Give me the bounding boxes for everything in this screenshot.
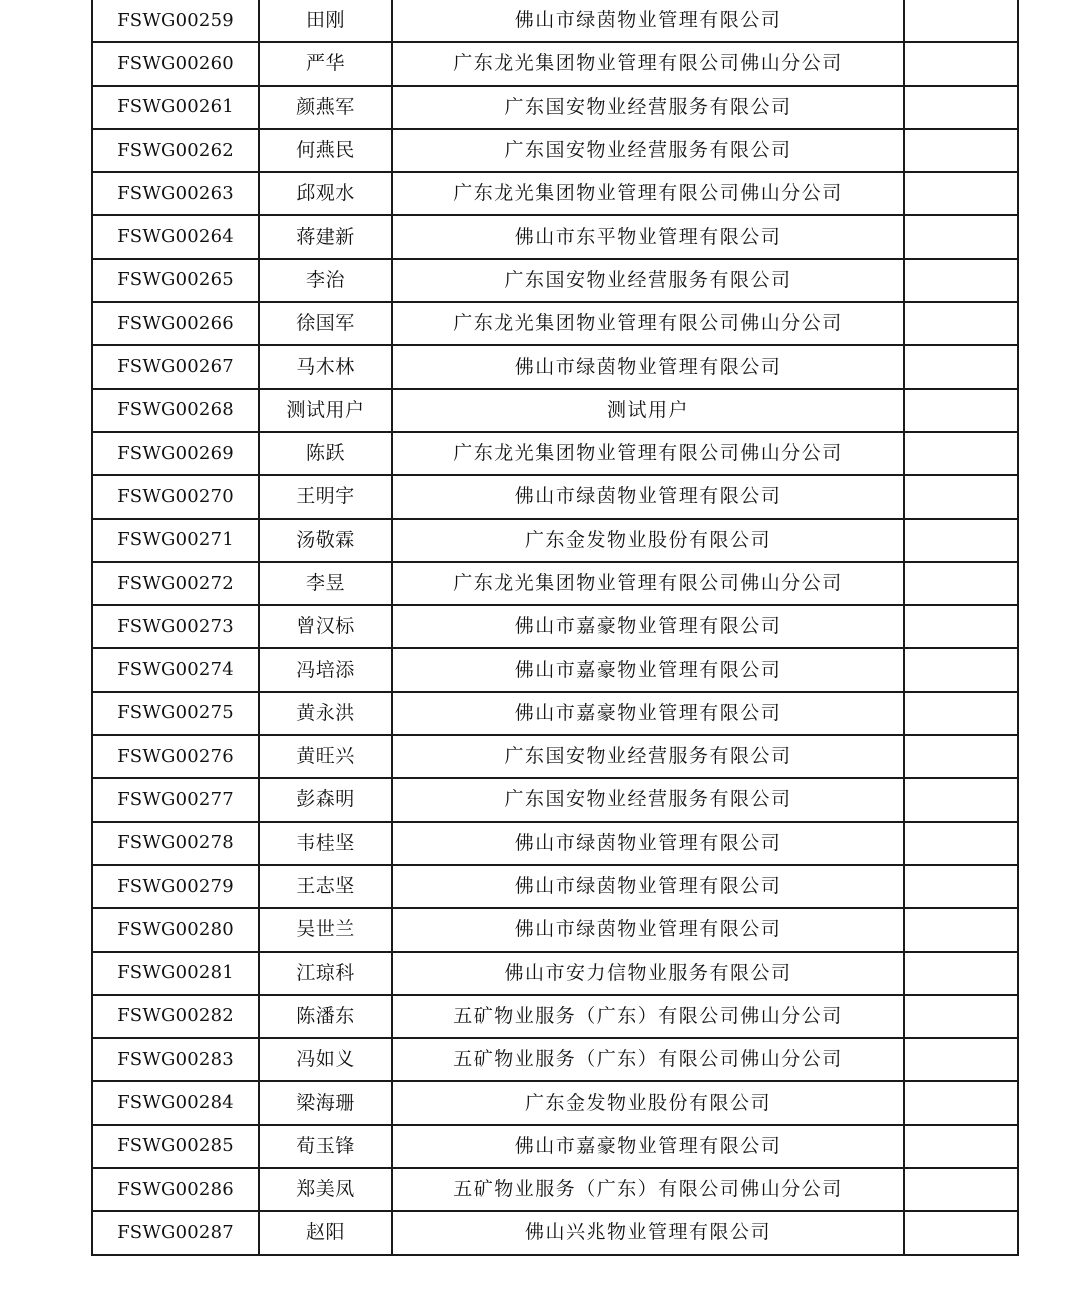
remark-cell [904,908,1018,951]
person-name-cell: 王明宇 [259,475,392,518]
company-name-cell: 佛山市嘉豪物业管理有限公司 [392,1125,904,1168]
person-name-cell: 严华 [259,42,392,85]
person-name-cell: 黄永洪 [259,692,392,735]
remark-cell [904,389,1018,432]
remark-cell [904,1125,1018,1168]
table-row [92,605,1018,648]
person-name-cell: 测试用户 [259,389,392,432]
registration-id-cell: FSWG00268 [92,389,259,432]
company-name-cell: 五矿物业服务（广东）有限公司佛山分公司 [392,1168,904,1211]
registration-id-cell: FSWG00279 [92,865,259,908]
table-row [92,1168,1018,1211]
person-name-cell: 赵阳 [259,1211,392,1254]
table-row [92,519,1018,562]
remark-cell [904,345,1018,388]
table-row [92,1081,1018,1124]
registration-id-cell: FSWG00270 [92,475,259,518]
person-name-cell: 江琼科 [259,952,392,995]
table-row [92,215,1018,258]
company-name-cell: 广东国安物业经营服务有限公司 [392,129,904,172]
registration-id-cell: FSWG00262 [92,129,259,172]
registration-id-cell: FSWG00269 [92,432,259,475]
person-name-cell: 韦桂坚 [259,822,392,865]
company-name-cell: 佛山市安力信物业服务有限公司 [392,952,904,995]
remark-cell [904,1211,1018,1254]
roster-table [91,0,1019,1256]
table-row [92,259,1018,302]
person-name-cell: 郑美凤 [259,1168,392,1211]
person-name-cell: 黄旺兴 [259,735,392,778]
company-name-cell: 佛山市绿茵物业管理有限公司 [392,345,904,388]
registration-id-cell: FSWG00263 [92,172,259,215]
registration-id-cell: FSWG00278 [92,822,259,865]
registration-id-cell: FSWG00274 [92,648,259,691]
registration-id-cell: FSWG00277 [92,778,259,821]
table-row [92,1125,1018,1168]
company-name-cell: 佛山市绿茵物业管理有限公司 [392,865,904,908]
remark-cell [904,519,1018,562]
remark-cell [904,172,1018,215]
remark-cell [904,1081,1018,1124]
table-row [92,389,1018,432]
remark-cell [904,648,1018,691]
remark-cell [904,215,1018,258]
company-name-cell: 广东金发物业股份有限公司 [392,519,904,562]
remark-cell [904,822,1018,865]
person-name-cell: 冯如义 [259,1038,392,1081]
person-name-cell: 李昱 [259,562,392,605]
roster-table-body [92,0,1018,1255]
remark-cell [904,129,1018,172]
person-name-cell: 何燕民 [259,129,392,172]
remark-cell [904,1168,1018,1211]
table-row [92,692,1018,735]
roster-sheet [91,0,1017,1256]
remark-cell [904,475,1018,518]
person-name-cell: 邱观水 [259,172,392,215]
remark-cell [904,995,1018,1038]
registration-id-cell: FSWG00285 [92,1125,259,1168]
registration-id-cell: FSWG00282 [92,995,259,1038]
company-name-cell: 佛山市东平物业管理有限公司 [392,215,904,258]
remark-cell [904,42,1018,85]
table-row [92,42,1018,85]
table-row [92,1211,1018,1254]
company-name-cell: 五矿物业服务（广东）有限公司佛山分公司 [392,1038,904,1081]
table-row [92,172,1018,215]
company-name-cell: 广东龙光集团物业管理有限公司佛山分公司 [392,432,904,475]
registration-id-cell: FSWG00266 [92,302,259,345]
table-row [92,908,1018,951]
registration-id-cell: FSWG00281 [92,952,259,995]
registration-id-cell: FSWG00272 [92,562,259,605]
company-name-cell: 广东龙光集团物业管理有限公司佛山分公司 [392,302,904,345]
table-row [92,995,1018,1038]
company-name-cell: 广东国安物业经营服务有限公司 [392,735,904,778]
company-name-cell: 广东龙光集团物业管理有限公司佛山分公司 [392,172,904,215]
registration-id-cell: FSWG00275 [92,692,259,735]
remark-cell [904,1038,1018,1081]
registration-id-cell: FSWG00271 [92,519,259,562]
company-name-cell: 五矿物业服务（广东）有限公司佛山分公司 [392,995,904,1038]
table-row [92,735,1018,778]
person-name-cell: 田刚 [259,0,392,42]
registration-id-cell: FSWG00283 [92,1038,259,1081]
remark-cell [904,692,1018,735]
person-name-cell: 陈潘东 [259,995,392,1038]
person-name-cell: 冯培添 [259,648,392,691]
table-row [92,86,1018,129]
registration-id-cell: FSWG00264 [92,215,259,258]
person-name-cell: 彭森明 [259,778,392,821]
table-row [92,0,1018,42]
company-name-cell: 广东国安物业经营服务有限公司 [392,86,904,129]
person-name-cell: 蒋建新 [259,215,392,258]
table-row [92,475,1018,518]
registration-id-cell: FSWG00287 [92,1211,259,1254]
table-row [92,345,1018,388]
remark-cell [904,432,1018,475]
remark-cell [904,865,1018,908]
table-row [92,648,1018,691]
registration-id-cell: FSWG00265 [92,259,259,302]
remark-cell [904,86,1018,129]
table-row [92,952,1018,995]
remark-cell [904,735,1018,778]
person-name-cell: 颜燕军 [259,86,392,129]
company-name-cell: 佛山市嘉豪物业管理有限公司 [392,692,904,735]
remark-cell [904,302,1018,345]
table-row [92,562,1018,605]
table-row [92,822,1018,865]
person-name-cell: 李治 [259,259,392,302]
company-name-cell: 佛山市嘉豪物业管理有限公司 [392,605,904,648]
registration-id-cell: FSWG00273 [92,605,259,648]
remark-cell [904,562,1018,605]
table-row [92,1038,1018,1081]
registration-id-cell: FSWG00260 [92,42,259,85]
company-name-cell: 广东金发物业股份有限公司 [392,1081,904,1124]
registration-id-cell: FSWG00280 [92,908,259,951]
registration-id-cell: FSWG00267 [92,345,259,388]
table-row [92,432,1018,475]
remark-cell [904,952,1018,995]
person-name-cell: 梁海珊 [259,1081,392,1124]
registration-id-cell: FSWG00259 [92,0,259,42]
company-name-cell: 测试用户 [392,389,904,432]
company-name-cell: 广东国安物业经营服务有限公司 [392,259,904,302]
remark-cell [904,259,1018,302]
person-name-cell: 徐国军 [259,302,392,345]
remark-cell [904,605,1018,648]
table-row [92,129,1018,172]
person-name-cell: 荀玉锋 [259,1125,392,1168]
person-name-cell: 王志坚 [259,865,392,908]
company-name-cell: 佛山市绿茵物业管理有限公司 [392,0,904,42]
table-row [92,865,1018,908]
person-name-cell: 汤敬霖 [259,519,392,562]
company-name-cell: 佛山市绿茵物业管理有限公司 [392,822,904,865]
registration-id-cell: FSWG00284 [92,1081,259,1124]
table-row [92,302,1018,345]
company-name-cell: 佛山市绿茵物业管理有限公司 [392,908,904,951]
remark-cell [904,778,1018,821]
registration-id-cell: FSWG00261 [92,86,259,129]
remark-cell [904,0,1018,42]
registration-id-cell: FSWG00276 [92,735,259,778]
company-name-cell: 佛山市嘉豪物业管理有限公司 [392,648,904,691]
company-name-cell: 广东国安物业经营服务有限公司 [392,778,904,821]
person-name-cell: 陈跃 [259,432,392,475]
company-name-cell: 佛山兴兆物业管理有限公司 [392,1211,904,1254]
person-name-cell: 马木林 [259,345,392,388]
person-name-cell: 吴世兰 [259,908,392,951]
table-row [92,778,1018,821]
company-name-cell: 广东龙光集团物业管理有限公司佛山分公司 [392,42,904,85]
company-name-cell: 佛山市绿茵物业管理有限公司 [392,475,904,518]
company-name-cell: 广东龙光集团物业管理有限公司佛山分公司 [392,562,904,605]
person-name-cell: 曾汉标 [259,605,392,648]
registration-id-cell: FSWG00286 [92,1168,259,1211]
